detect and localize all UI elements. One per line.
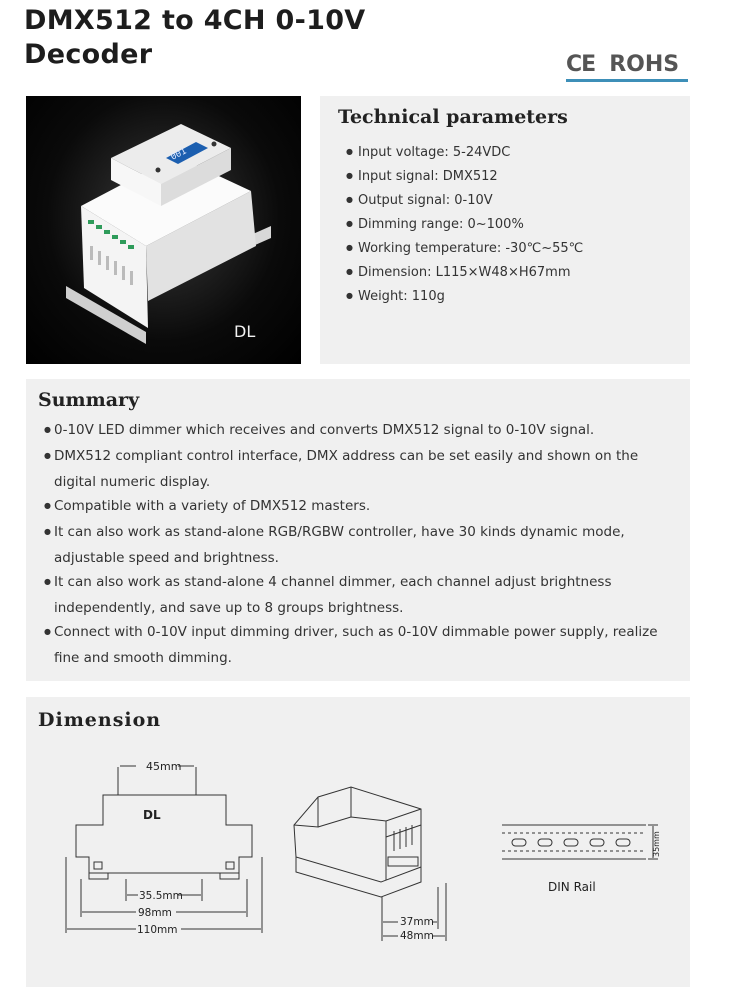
front-terminal-right	[226, 862, 234, 869]
photo-label: DL	[234, 322, 256, 341]
tech-param-item: ● Weight: 110g	[346, 285, 583, 309]
iso-view-outline	[294, 787, 421, 882]
title-line-2: Decoder	[24, 39, 153, 70]
summary-panel	[26, 379, 690, 681]
din-rail-outline	[502, 825, 646, 859]
technical-parameters-heading: Technical parameters	[338, 106, 568, 128]
summary-item: ● Compatible with a variety of DMX512 masters.	[44, 494, 674, 520]
technical-parameters-list	[346, 141, 583, 309]
ce-mark: CE	[566, 52, 596, 77]
dimension-drawings	[26, 697, 690, 987]
decoder-device-image	[26, 96, 301, 364]
title-line-1: DMX512 to 4CH 0-10V	[24, 5, 366, 36]
dimension-heading: Dimension	[38, 709, 162, 731]
dim-45-label: 45mm	[146, 760, 182, 773]
technical-parameters-panel	[320, 96, 690, 364]
front-view-outline	[76, 795, 252, 873]
dim-48-label: 48mm	[400, 930, 434, 942]
rohs-mark: ROHS	[609, 52, 680, 77]
tech-param-item: ● Working temperature: -30℃~55℃	[346, 237, 583, 261]
header-accent-rule	[566, 79, 688, 82]
dim-110-label: 110mm	[137, 924, 178, 936]
page-title	[24, 4, 365, 72]
summary-list	[44, 418, 674, 670]
tech-param-item: ● Input signal: DMX512	[346, 165, 583, 189]
product-photo	[26, 96, 301, 364]
dim-37-label: 37mm	[400, 916, 434, 928]
tech-param-item: ● Input voltage: 5-24VDC	[346, 141, 583, 165]
display-readout: 001	[169, 146, 189, 163]
front-terminal-left	[94, 862, 102, 869]
front-view-label: DL	[143, 808, 161, 822]
summary-item: ● Connect with 0-10V input dimming driver, such as 0-10V dimmable power supply, realize fine and smooth dimming.	[44, 620, 674, 670]
din-rail-label: DIN Rail	[548, 880, 596, 894]
tech-param-item: ● Dimming range: 0~100%	[346, 213, 583, 237]
tech-param-item: ● Output signal: 0-10V	[346, 189, 583, 213]
summary-item: ● It can also work as stand-alone RGB/RGBW controller, have 30 kinds dynamic mode, adjustable speed and brightness.	[44, 520, 674, 570]
front-view-feet	[89, 873, 239, 879]
summary-item: ● 0-10V LED dimmer which receives and converts DMX512 signal to 0-10V signal.	[44, 418, 674, 444]
summary-item: ● DMX512 compliant control interface, DMX address can be set easily and shown on the digital numeric display.	[44, 444, 674, 494]
dimension-panel	[26, 697, 690, 987]
rail-height-label: 35mm	[652, 831, 661, 857]
din-rail-slots	[512, 839, 630, 846]
tech-param-item: ● Dimension: L115×W48×H67mm	[346, 261, 583, 285]
summary-heading: Summary	[38, 389, 140, 411]
dim-98-label: 98mm	[138, 907, 172, 919]
certification-marks	[566, 52, 679, 77]
summary-item: ● It can also work as stand-alone 4 channel dimmer, each channel adjust brightness independently, and save up to 8 groups brightness.	[44, 570, 674, 620]
dim-35-5-label: 35.5mm	[139, 890, 183, 902]
